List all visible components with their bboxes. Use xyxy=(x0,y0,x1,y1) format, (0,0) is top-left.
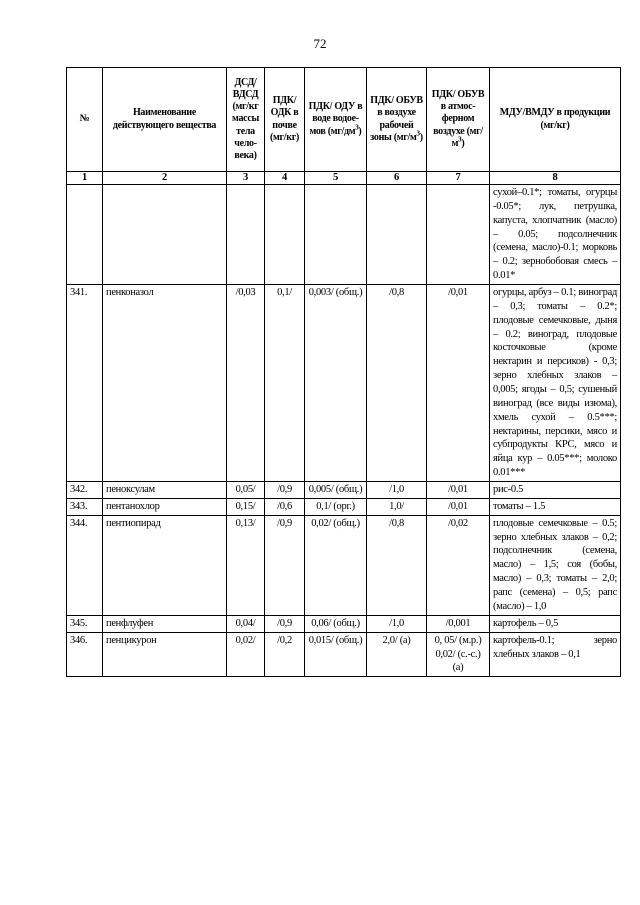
cell-pdk-soil: /0,9 xyxy=(265,615,305,632)
cell-no: 341. xyxy=(67,285,103,482)
cell-substance-name: пентанохлор xyxy=(103,498,227,515)
header-pdk-atmosphere xyxy=(427,68,490,172)
cell-no: 344. xyxy=(67,515,103,615)
cell-pdk-soil: /0,6 xyxy=(265,498,305,515)
cell-empty xyxy=(305,185,367,285)
cell-pdk-water: 0,003/ (общ.) xyxy=(305,285,367,482)
cell-pdk-workzone: 1,0/ xyxy=(367,498,427,515)
column-number: 1 xyxy=(67,172,103,185)
cell-empty xyxy=(427,185,490,285)
header-mdu: МДУ/ВМДУ в продукции (мг/кг) xyxy=(490,68,621,172)
cell-pdk-water: 0,1/ (орг.) xyxy=(305,498,367,515)
column-number: 2 xyxy=(103,172,227,185)
cell-mdu: огурцы, арбуз – 0.1; виноград – 0,3; томаты – 0.2*; плодовые семечковые, дыня – 0.2; виноград, плодовые косточковые (кроме нектарин и персиков) - 0,3; зерно хлебных злаков – 0,005; ягоды – 0,5; сушеный виноград (все виды изюма), хмель сухой – 0.5***; нектарины, персики, мясо и субпродукты КРС, мясо и яйца кур – 0.05***; молоко 0.01*** xyxy=(490,285,621,482)
column-number: 3 xyxy=(227,172,265,185)
column-number: 8 xyxy=(490,172,621,185)
column-number: 6 xyxy=(367,172,427,185)
column-number-row xyxy=(67,172,621,185)
page-number: 72 xyxy=(313,36,327,51)
cell-pdk-water: 0,02/ (общ.) xyxy=(305,515,367,615)
cell-dsd: 0,13/ xyxy=(227,515,265,615)
table-row xyxy=(67,615,621,632)
cell-pdk-atmosphere: /0,001 xyxy=(427,615,490,632)
cell-mdu: томаты – 1.5 xyxy=(490,498,621,515)
cell-pdk-water: 0,015/ (общ.) xyxy=(305,632,367,677)
header-pdk-water-unit: (мг/дм xyxy=(327,125,356,137)
table-row xyxy=(67,482,621,499)
header-pdk-workzone-close: ) xyxy=(419,131,423,143)
column-number: 7 xyxy=(427,172,490,185)
cell-empty xyxy=(265,185,305,285)
cell-substance-name: пенконазол xyxy=(103,285,227,482)
cell-substance-name: пенцикурон xyxy=(103,632,227,677)
cell-pdk-atmosphere: /0,01 xyxy=(427,482,490,499)
cell-no: 345. xyxy=(67,615,103,632)
table-row xyxy=(67,632,621,677)
cell-empty xyxy=(367,185,427,285)
cell-pdk-atmosphere: 0, 05/ (м.р.) 0,02/ (с.-с.) (а) xyxy=(427,632,490,677)
table-row xyxy=(67,498,621,515)
cell-mdu: картофель-0.1; зерно хлебных злаков – 0,1 xyxy=(490,632,621,677)
header-pdk-water xyxy=(305,68,367,172)
header-pdk-atmosphere-close: ) xyxy=(461,137,465,149)
header-pdk-water-main: ПДК/ ОДУ в воде водое-мов xyxy=(308,101,363,137)
cell-substance-name: пенфлуфен xyxy=(103,615,227,632)
table-row xyxy=(67,285,621,482)
cell-pdk-workzone: /0,8 xyxy=(367,285,427,482)
cell-pdk-water: 0,06/ (общ.) xyxy=(305,615,367,632)
cell-no: 346. xyxy=(67,632,103,677)
header-pdk-atmosphere-unit: (мг/м xyxy=(451,125,483,149)
cell-empty xyxy=(227,185,265,285)
header-dsd: ДСД/ ВДСД (мг/кг массы тела чело-века) xyxy=(227,68,265,172)
cell-substance-name: пентиопирад xyxy=(103,515,227,615)
header-pdk-atmosphere-sup: 3 xyxy=(458,135,462,144)
header-pdk-soil: ПДК/ ОДК в почве (мг/кг) xyxy=(265,68,305,172)
cell-dsd: 0,02/ xyxy=(227,632,265,677)
cell-pdk-soil: 0,1/ xyxy=(265,285,305,482)
header-pdk-atmosphere-main: ПДК/ ОБУВ в атмос-ферном воздухе xyxy=(431,89,485,137)
cell-pdk-soil: /0,2 xyxy=(265,632,305,677)
cell-pdk-soil: /0,9 xyxy=(265,515,305,615)
cell-mdu: плодовые семечковые – 0.5; зерно хлебных злаков – 0,2; подсолнечник (семена, масло) – 1,5; соя (бобы, масло) – 0,3; томаты – 2,0; рапс (семена) – 0,5; рапс (масло) – 1,0 xyxy=(490,515,621,615)
cell-pdk-atmosphere: /0,01 xyxy=(427,285,490,482)
cell-mdu: сухой–0.1*; томаты, огурцы -0.05*; лук, петрушка, капуста, хлопчатник (масло) – 0.05; подсолнечник (семена, масло)-0.1; морковь – 0.2; зернобобовая смесь – 0.01* xyxy=(490,185,621,285)
continuation-row xyxy=(67,185,621,285)
cell-dsd: 0,15/ xyxy=(227,498,265,515)
cell-mdu: рис-0.5 xyxy=(490,482,621,499)
header-no: № xyxy=(67,68,103,172)
substances-table xyxy=(66,67,621,677)
column-number: 4 xyxy=(265,172,305,185)
header-pdk-water-sup: 3 xyxy=(355,123,359,132)
cell-pdk-workzone: /1,0 xyxy=(367,482,427,499)
cell-pdk-atmosphere: /0,01 xyxy=(427,498,490,515)
cell-pdk-soil: /0,9 xyxy=(265,482,305,499)
header-pdk-water-close: ) xyxy=(358,125,362,137)
header-pdk-workzone-main: ПДК/ ОБУВ в воздухе рабочей зоны xyxy=(370,95,423,143)
cell-no: 342. xyxy=(67,482,103,499)
cell-pdk-atmosphere: /0,02 xyxy=(427,515,490,615)
cell-empty xyxy=(103,185,227,285)
cell-no: 343. xyxy=(67,498,103,515)
column-number: 5 xyxy=(305,172,367,185)
cell-substance-name: пеноксулам xyxy=(103,482,227,499)
cell-mdu: картофель – 0,5 xyxy=(490,615,621,632)
header-pdk-workzone-sup: 3 xyxy=(416,129,420,138)
header-pdk-workzone xyxy=(367,68,427,172)
cell-dsd: /0,03 xyxy=(227,285,265,482)
header-pdk-workzone-unit: (мг/м xyxy=(393,131,417,143)
header-row xyxy=(67,68,621,172)
cell-empty xyxy=(67,185,103,285)
cell-dsd: 0,04/ xyxy=(227,615,265,632)
cell-pdk-water: 0,005/ (общ.) xyxy=(305,482,367,499)
header-name: Наименование действующего вещества xyxy=(103,68,227,172)
table-row xyxy=(67,515,621,615)
cell-pdk-workzone: 2,0/ (а) xyxy=(367,632,427,677)
cell-pdk-workzone: /0,8 xyxy=(367,515,427,615)
cell-dsd: 0,05/ xyxy=(227,482,265,499)
cell-pdk-workzone: /1,0 xyxy=(367,615,427,632)
